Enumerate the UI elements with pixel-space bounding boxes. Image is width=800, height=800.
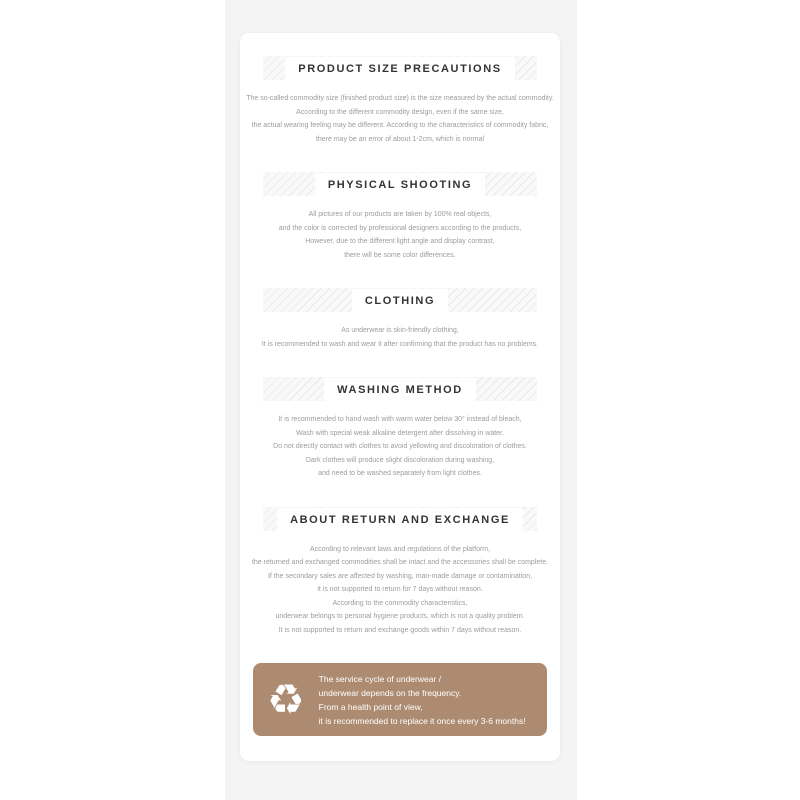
section-title: PHYSICAL SHOOTING <box>315 173 485 197</box>
section-body <box>242 324 558 351</box>
body-line: It is recommended to wash and wear it after confirming that the product has no problems. <box>261 340 539 348</box>
body-line: Dark clothes will produce slight discoloration during washing, <box>305 456 495 464</box>
body-line: the actual wearing feeling may be different. According to the characteristics of commodity fabric, <box>251 122 549 129</box>
body-line: According to the different commodity design, even if the same size, <box>296 108 504 116</box>
body-line: and need to be washed separately from light clothes. <box>318 470 482 477</box>
notice-line: The service cycle of underwear / <box>318 673 442 684</box>
section-title-band <box>263 56 537 80</box>
section-physical-shooting <box>240 172 560 262</box>
notice-line: From a health point of view, <box>318 701 423 712</box>
body-line: If the secondary sales are affected by washing, man-made damage or contamination, <box>267 572 533 580</box>
section-body <box>242 413 558 481</box>
section-title: PRODUCT SIZE PRECAUTIONS <box>285 57 514 81</box>
body-line: It is recommended to hand wash with warm water below 30° instead of bleach, <box>278 416 522 423</box>
recycle-icon: ♻ <box>267 674 305 724</box>
section-title-band <box>263 507 537 531</box>
body-line: All pictures of our products are taken by 100% real objects, <box>308 211 492 218</box>
section-product-size-precautions <box>240 56 560 146</box>
body-line: and the color is corrected by professional designers according to the products, <box>278 224 522 232</box>
body-line: it is not supported to return for 7 days without reason. <box>317 586 483 593</box>
body-line: the returned and exchanged commodities shall be intact and the accessories shall be complete. <box>251 559 549 566</box>
body-line: there may be an error of about 1-2cm, which is normal <box>315 135 485 143</box>
info-card <box>240 33 560 761</box>
section-body <box>242 208 558 262</box>
body-line: underwear belongs to personal hygiene products, which is not a quality problem. <box>275 613 525 620</box>
body-line: there will be some color differences. <box>344 251 456 259</box>
body-line: According to relevant laws and regulations of the platform, <box>309 545 491 553</box>
notice-text <box>319 672 526 728</box>
section-title-band <box>263 172 537 196</box>
section-body <box>242 543 558 638</box>
body-line: As underwear is skin-friendly clothing, <box>341 327 459 334</box>
body-line: Do not directly contact with clothes to avoid yellowing and discoloration of clothes. <box>273 443 527 450</box>
body-line: Wash with special weak alkaline detergent after dissolving in water. <box>296 429 504 437</box>
section-return-and-exchange <box>240 507 560 638</box>
section-title: WASHING METHOD <box>324 378 476 402</box>
section-clothing <box>240 288 560 351</box>
body-line: According to the commodity characteristics, <box>332 599 468 607</box>
notice-line: underwear depends on the frequency. <box>318 687 462 698</box>
body-line: However, due to the different light angle and display contrast, <box>305 238 495 245</box>
body-line: It is not supported to return and exchange goods within 7 days without reason. <box>278 626 522 634</box>
section-title-band <box>263 288 537 312</box>
section-body <box>242 92 558 146</box>
section-title-band <box>263 377 537 401</box>
body-line: The so-called commodity size (finished product size) is the size measured by the actual commodity. <box>246 95 554 102</box>
service-cycle-notice <box>253 663 547 736</box>
section-title: CLOTHING <box>352 289 448 313</box>
section-washing-method <box>240 377 560 481</box>
section-title: ABOUT RETURN AND EXCHANGE <box>277 508 523 532</box>
notice-line: it is recommended to replace it once every 3-6 months! <box>318 715 526 726</box>
